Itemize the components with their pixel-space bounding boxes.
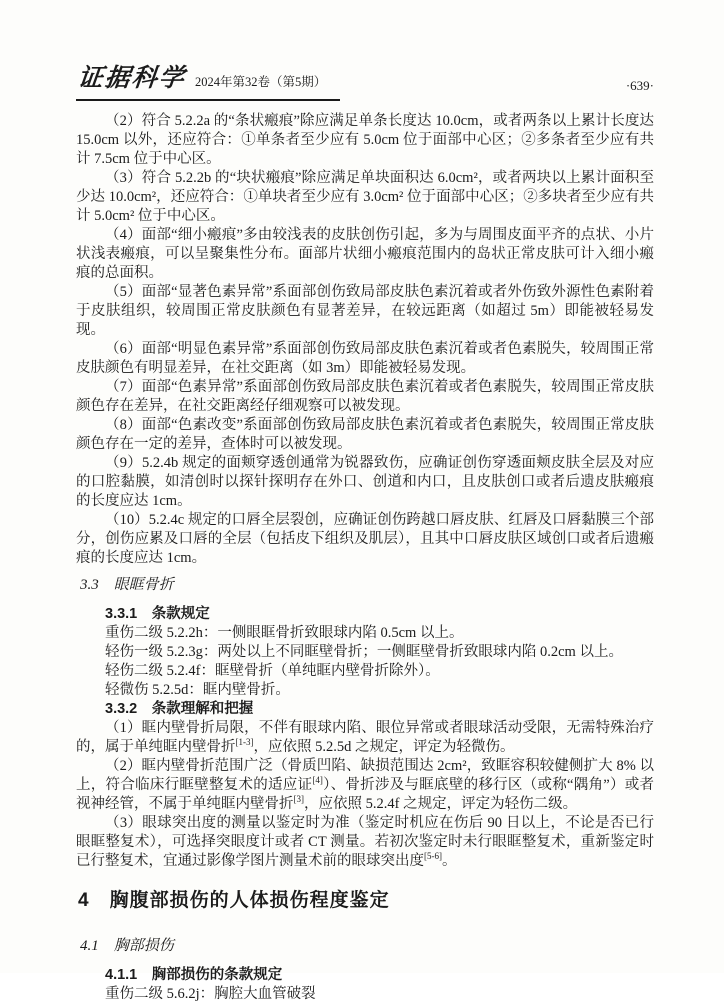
paragraph-3-3-2-2 bbox=[76, 757, 654, 814]
section-heading-3-3: 3.3 眼眶骨折 bbox=[80, 577, 174, 593]
citation-ref: [1-3] bbox=[235, 737, 254, 748]
subsection-heading-3-3-2: 3.3.2 条款理解和把握 bbox=[105, 701, 254, 717]
paragraph-4: （4）面部“细小瘢痕”多由较浅表的皮肤创伤引起，多为与周围皮面平齐的点状、小片状浅表瘢痕，可以呈聚集性分布。面部片状细小瘢痕范围内的岛状正常皮肤可计入细小瘢痕的总面积。 bbox=[76, 227, 654, 281]
section-heading-4-1: 4.1 胸部损伤 bbox=[80, 938, 174, 954]
clause-line-minor-1: 轻伤一级 5.2.3g：两处以上不同眶壁骨折；一侧眶壁骨折致眼球内陷 0.2cm 以上。 bbox=[105, 644, 623, 660]
page-number: ·639· bbox=[625, 78, 654, 93]
citation-ref: [3] bbox=[293, 794, 304, 805]
clause-line-slight: 轻微伤 5.2.5d：眶内壁骨折。 bbox=[105, 682, 290, 698]
journal-masthead bbox=[76, 58, 340, 101]
paragraph-9: （9）5.2.4b 规定的面颊穿透创通常为锐器致伤，应确证创伤穿透面颊皮肤全层及对应的口腔黏膜，如清创时以探针探明存在外口、创道和内口，且皮肤创口或者后遗皮肤瘢痕的长度应达 1cm。 bbox=[76, 455, 654, 509]
page-body bbox=[76, 112, 654, 1004]
paragraph-text: ，应依照 5.2.5d 之规定，评定为轻微伤。 bbox=[253, 739, 515, 755]
paragraph-6: （6）面部“明显色素异常”系面部创伤致局部皮肤色素沉着或者色素脱失，较周围正常皮肤颜色有明显差异，在社交距离（如 3m）即能被轻易发现。 bbox=[76, 341, 654, 376]
issue-info: 2024年第32卷（第5期） bbox=[195, 75, 327, 89]
paragraph-3-3-2-3 bbox=[76, 814, 654, 871]
paragraph-2: （2）符合 5.2.2a 的“条状瘢痕”除应满足单条长度达 10.0cm，或者两条以上累计长度达 15.0cm 以外，还应符合：①单条者至少应有 5.0cm 位于面部中心区；②多条者至少应有共计 7.5cm 位于中心区。 bbox=[76, 113, 654, 167]
paragraph-8: （8）面部“色素改变”系面部创伤致局部皮肤色素沉着或者色素脱失，较周围正常皮肤颜色存在一定的差异，查体时可以被发现。 bbox=[76, 417, 654, 452]
citation-ref: [4] bbox=[312, 775, 323, 786]
paragraph-5: （5）面部“显著色素异常”系面部创伤致局部皮肤色素沉着或者外伤致外源性色素附着于皮肤组织，较周围正常皮肤颜色有显著差异，在较远距离（如超过 5m）即能被轻易发现。 bbox=[76, 284, 654, 338]
paragraph-7: （7）面部“色素异常”系面部创伤致局部皮肤色素沉着或者色素脱失，较周围正常皮肤颜色存在差异，在社交距离经仔细观察可以被发现。 bbox=[76, 379, 654, 414]
chapter-heading-4: 4 胸腹部损伤的人体损伤程度鉴定 bbox=[78, 890, 390, 911]
page-header bbox=[76, 58, 654, 101]
paragraph-text: 。 bbox=[442, 853, 457, 869]
clause-line-severe-562j: 重伤二级 5.6.2j：胸腔大血管破裂 bbox=[105, 986, 316, 1002]
clause-line-minor-2: 轻伤二级 5.2.4f：眶壁骨折（单纯眶内壁骨折除外）。 bbox=[105, 663, 440, 679]
paragraph-3: （3）符合 5.2.2b 的“块状瘢痕”除应满足单块面积达 6.0cm²，或者两块以上累计面积至少达 10.0cm²，还应符合：①单块者至少应有 3.0cm² 位于面部中心区；②多块者至少应有共计 5.0cm² 位于中心区。 bbox=[76, 170, 654, 224]
subsection-heading-3-3-1: 3.3.1 条款规定 bbox=[105, 606, 210, 622]
paragraph-10: （10）5.2.4c 规定的口唇全层裂创，应确证创伤跨越口唇皮肤、红唇及口唇黏膜三个部分，创伤应累及口唇的全层（包括皮下组织及肌层），且其中口唇皮肤区域创口或者后遗瘢痕的长度应达 1cm。 bbox=[76, 512, 654, 566]
paragraph-text: ，应依照 5.2.4f 之规定，评定为轻伤二级。 bbox=[304, 796, 578, 812]
paragraph-text: （3）眼球突出度的测量以鉴定时为准（鉴定时机应在伤后 90 日以上，不论是否已行眼眶整复术），可选择突眼度计或者 CT 测量。若初次鉴定时未行眼眶整复术，重新鉴定时已行整复术，宜通过影像学图片测量术前的眼球突出度 bbox=[76, 815, 654, 869]
paragraph-text: （2）眶内壁骨折范围广泛（骨质凹陷、缺损范围达 2cm²，致眶容积较健侧扩大 8% 以上，符合临床行眶壁整复术的适应证 bbox=[76, 758, 654, 793]
journal-logo: 证据科学 bbox=[76, 63, 188, 92]
paragraph-3-3-2-1 bbox=[76, 719, 654, 757]
paragraph-text: （1）眶内壁骨折局限，不伴有眼球内陷、眼位异常或者眼球活动受限，无需特殊治疗的，属于单纯眶内壁骨折 bbox=[76, 720, 654, 755]
citation-ref: [5-6] bbox=[424, 851, 442, 862]
subsection-heading-4-1-1: 4.1.1 胸部损伤的条款规定 bbox=[105, 967, 283, 983]
clause-line-severe-2: 重伤二级 5.2.2h：一侧眼眶骨折致眼球内陷 0.5cm 以上。 bbox=[105, 625, 464, 641]
paragraph-text: ）、骨折涉及与眶底壁的移行区（或称“隅角”）或者视神经管，不属于单纯眶内壁骨折 bbox=[76, 777, 655, 812]
